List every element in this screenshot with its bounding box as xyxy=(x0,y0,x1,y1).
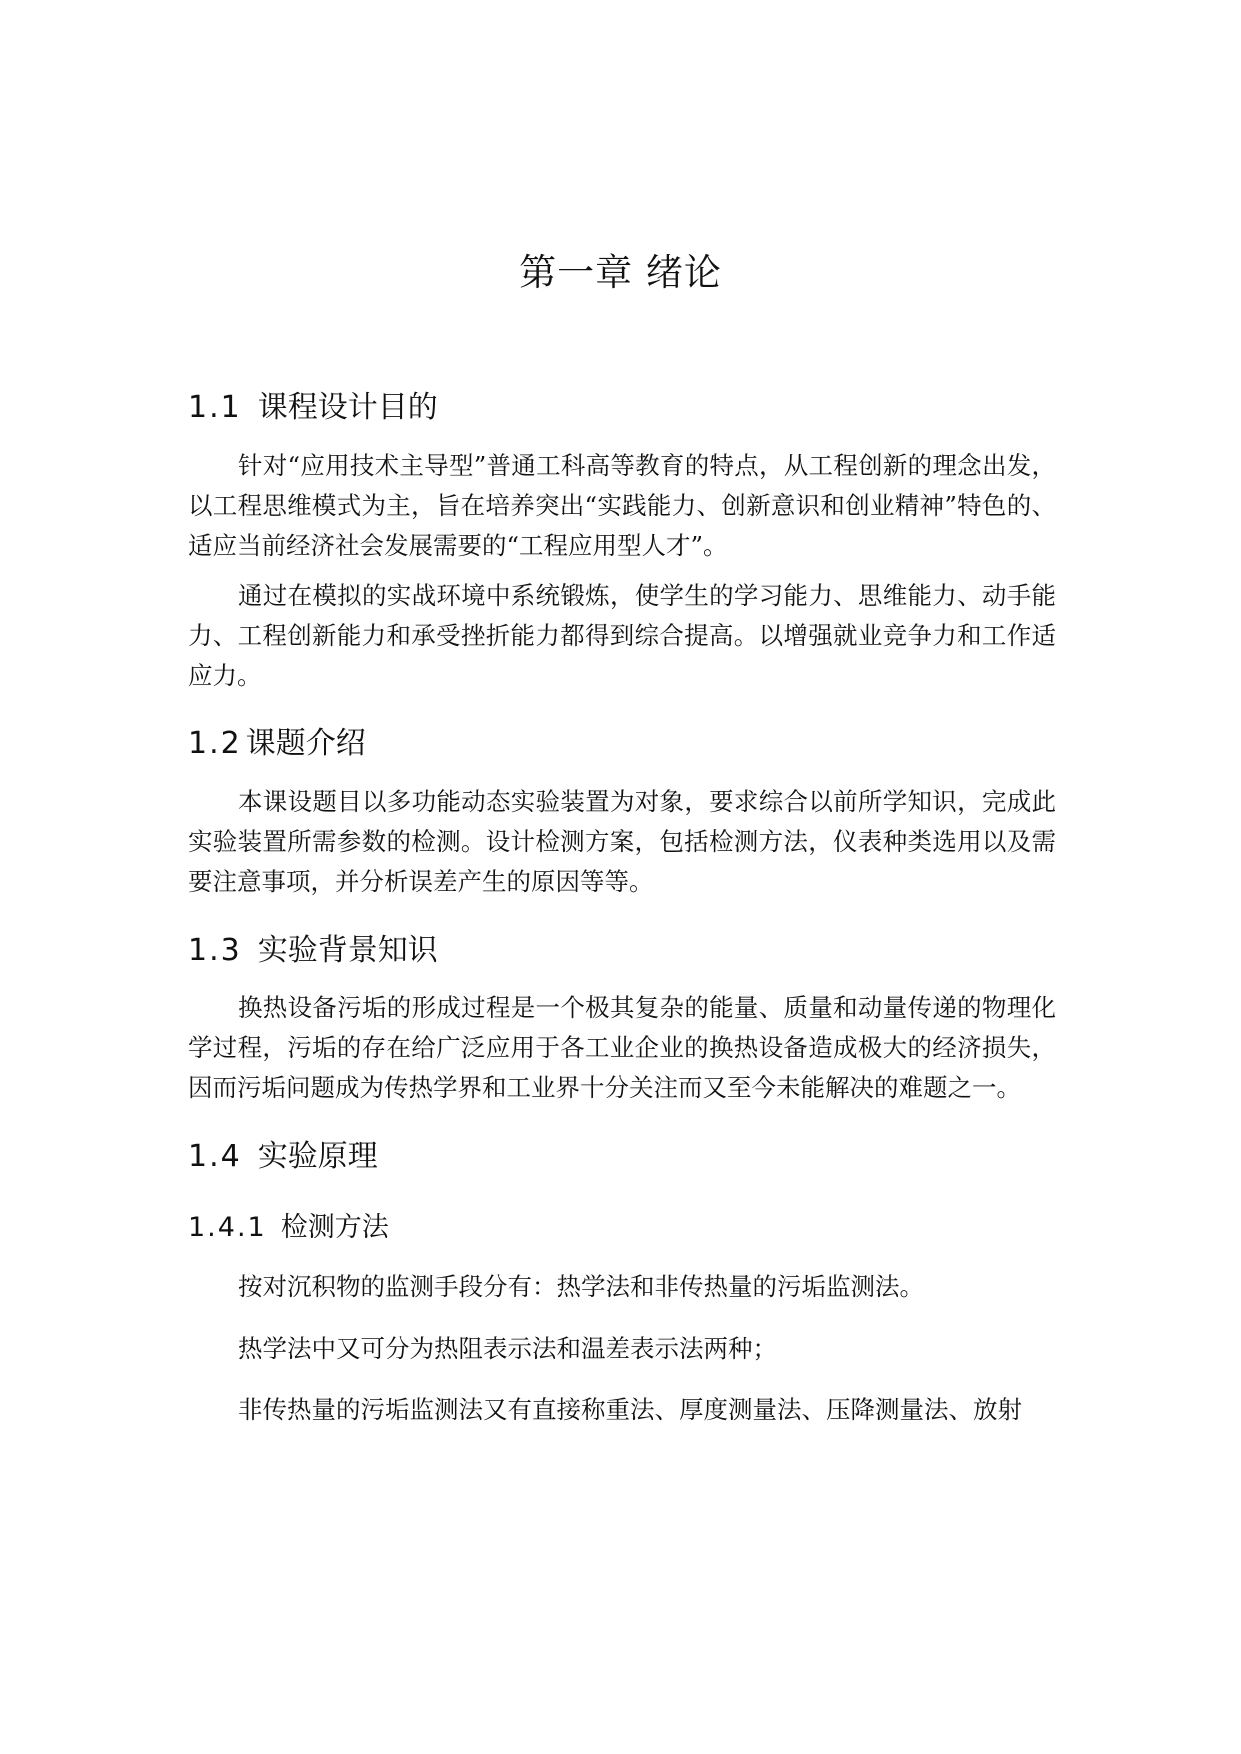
subsection-number: 1.4.1 xyxy=(188,1212,267,1243)
text-line-monitoring-methods: 按对沉积物的监测手段分有：热学法和非传热量的污垢监测法。 xyxy=(238,1272,924,1301)
paragraph-topic-intro: 本课设题目以多功能动态实验装置为对象，要求综合以前所学知识，完成此实验装置所需参数的检测。设计检测方案，包括检测方法，仪表种类选用以及需要注意事项，并分析误差产生的原因等等。 xyxy=(188,787,1056,896)
subsection-title: 检测方法 xyxy=(280,1212,389,1243)
section-heading-1-2 xyxy=(188,718,366,762)
section-title: 实验原理 xyxy=(257,1139,378,1174)
section-heading-1-1 xyxy=(188,382,438,426)
text-line-non-thermal-methods: 非传热量的污垢监测法又有直接称重法、厚度测量法、压降测量法、放射 xyxy=(238,1395,1022,1424)
section-number: 1.2 xyxy=(188,726,242,761)
paragraph-training-goal: 通过在模拟的实战环境中系统锻炼，使学生的学习能力、思维能力、动手能力、工程创新能力和承受挫折能力都得到综合提高。以增强就业竞争力和工作适应力。 xyxy=(188,581,1056,690)
text-line-thermal-methods: 热学法中又可分为热阻表示法和温差表示法两种； xyxy=(238,1334,777,1363)
section-heading-1-4 xyxy=(188,1131,378,1175)
section-heading-1-3 xyxy=(188,925,438,969)
section-title: 实验背景知识 xyxy=(257,933,438,968)
paragraph-course-purpose: 针对“应用技术主导型”普通工科高等教育的特点，从工程创新的理念出发，以工程思维模式为主，旨在培养突出“实践能力、创新意识和创业精神”特色的、适应当前经济社会发展需要的“工程应用型人才”。 xyxy=(188,451,1056,560)
section-number: 1.1 xyxy=(188,390,242,425)
chapter-title: 第一章 绪论 xyxy=(519,251,722,294)
section-title: 课程设计目的 xyxy=(257,390,438,425)
section-number: 1.4 xyxy=(188,1139,242,1174)
paragraph-background: 换热设备污垢的形成过程是一个极其复杂的能量、质量和动量传递的物理化学过程，污垢的存在给广泛应用于各工业企业的换热设备造成极大的经济损失，因而污垢问题成为传热学界和工业界十分关注而又至今未能解决的难题之一。 xyxy=(188,993,1056,1102)
subsection-heading-1-4-1 xyxy=(188,1205,389,1244)
section-number: 1.3 xyxy=(188,933,242,968)
section-title: 课题介绍 xyxy=(245,726,366,761)
